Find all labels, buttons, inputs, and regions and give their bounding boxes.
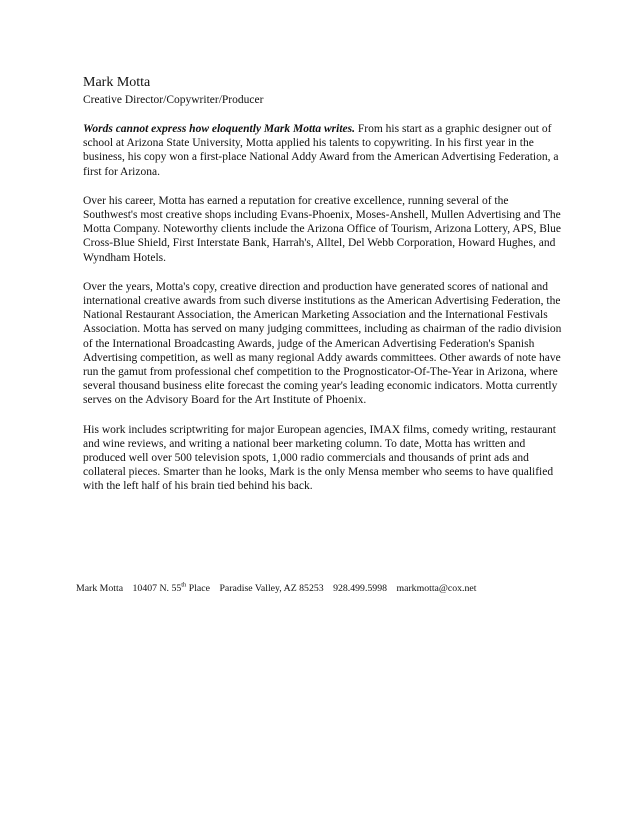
paragraph-awards: Over the years, Motta's copy, creative direction and production have generated scores of national and international creative awards from such diverse institutions as the American Advertising Federation, the National Restaurant Association, the American Marketing Association and the International Festivals Association. Motta has served on many judging committees, including as chairman of the radio division of the International Broadcasting Awards, judge of the American Advertising Federation's Spanish Advertising competition, as well as many regional Addy awards committees. Other awards of note have run the gamut from professional chef competition to the Prognosticator-Of-The-Year in Arizona, where several thousand business elite forecast the coming year's leading economic indicators. Motta currently serves on the Advisory Board for the Art Institute of Phoenix.: [83, 280, 562, 407]
author-name: Mark Motta: [83, 75, 151, 90]
paragraph-intro: [83, 122, 563, 179]
footer-phone: 928.499.5998: [333, 583, 387, 594]
footer-city: Paradise Valley, AZ 85253: [219, 583, 324, 594]
intro-text: From his start as a graphic designer out of school at Arizona State University, Motta applied his talents to copywriting. In his first year in the business, his copy won a first-place National Addy Award from the American Advertising Federation, a first for Arizona.: [83, 123, 559, 178]
paragraph-career: Over his career, Motta has earned a reputation for creative excellence, running several of the Southwest's most creative shops including Evans-Phoenix, Moses-Anshell, Mullen Advertising and The Motta Company. Noteworthy clients include the Arizona Office of Tourism, Arizona Lottery, APS, Blue Cross-Blue Shield, First Interstate Bank, Harrah's, Alltel, Del Webb Corporation, Howard Hughes, and Wyndham Hotels.: [83, 194, 561, 264]
author-title: Creative Director/Copywriter/Producer: [83, 94, 264, 106]
footer-email[interactable]: markmotta@cox.net: [396, 583, 477, 594]
paragraph-work: His work includes scriptwriting for major European agencies, IMAX films, comedy writing, restaurant and wine reviews, and writing a national beer marketing column. To date, Motta has written and produced well over 500 television spots, 1,000 radio commercials and thousands of print ads and collateral pieces. Smarter than he looks, Mark is the only Mensa member who seems to have qualified with the left half of his brain tied behind his back.: [83, 423, 556, 493]
bio-content: [83, 74, 563, 494]
intro-lead-sentence: Words cannot express how eloquently Mark Motta writes.: [83, 123, 355, 135]
footer-address: 10407 N. 55th Place: [132, 581, 210, 594]
footer-name: Mark Motta: [76, 583, 124, 594]
contact-footer: [76, 583, 476, 595]
